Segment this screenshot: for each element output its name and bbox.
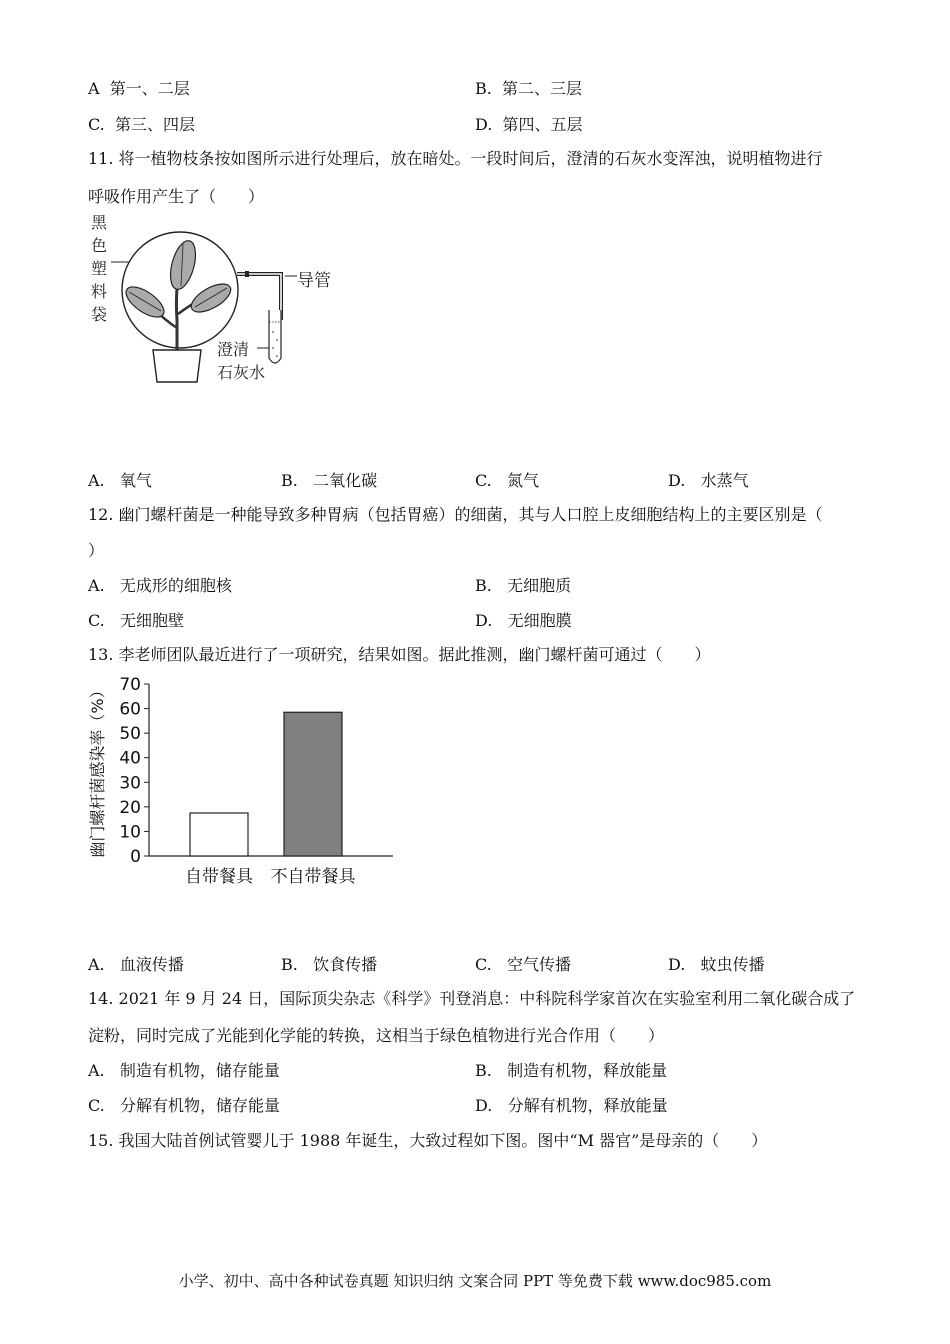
y-axis-label: 幽门螺杆菌感染率（%） [88, 682, 107, 858]
y-tick-label: 10 [119, 822, 141, 843]
bag-label-char: 袋 [91, 305, 108, 324]
y-tick-label: 0 [130, 847, 141, 867]
q11-option-a: A. 氧气 [88, 471, 152, 490]
q12-option-b: B. 无细胞质 [475, 576, 572, 595]
bar [284, 712, 342, 856]
q11-stem-line2: 呼吸作用产生了（ ） [88, 187, 265, 206]
q12-stem-line1: 12. 幽门螺杆菌是一种能导致多种胃病（包括胃癌）的细菌，其与人口腔上皮细胞结构上的主要区别是（ [88, 505, 823, 524]
y-tick-label: 60 [119, 699, 141, 720]
q14-stem-line1: 14. 2021 年 9 月 24 日，国际顶尖杂志《科学》刊登消息：中科院科学家首次在实验室利用二氧化碳合成了 [88, 989, 856, 1008]
q14-stem-line2: 淀粉，同时完成了光能到化学能的转换，这相当于绿色植物进行光合作用（ ） [88, 1026, 665, 1045]
tube-label: 导管 [297, 271, 331, 291]
q13-option-d: D. 蚊虫传播 [668, 955, 765, 974]
q12-stem-line2: ） [88, 541, 105, 560]
q10-option-d: D. 第四、五层 [475, 115, 583, 134]
q14-option-b: B. 制造有机物，释放能量 [475, 1061, 668, 1080]
y-tick-label: 20 [119, 797, 141, 818]
q11-option-b: B. 二氧化碳 [281, 471, 378, 490]
q11-option-c: C. 氮气 [475, 471, 540, 490]
q11-stem-line1: 11. 将一植物枝条按如图所示进行处理后，放在暗处。一段时间后，澄清的石灰水变浑浊，说明植物进行 [88, 149, 823, 168]
q11-option-d: D. 水蒸气 [668, 471, 749, 490]
limewater-label-2: 石灰水 [217, 363, 266, 382]
plant-experiment-figure [85, 210, 345, 390]
bag-label-char: 料 [91, 282, 108, 301]
q13-stem-line1: 13. 李老师团队最近进行了一项研究，结果如图。据此推测，幽门螺杆菌可通过（ ） [88, 645, 711, 664]
q13-option-a: A. 血液传播 [88, 955, 184, 974]
q14-option-a: A. 制造有机物，储存能量 [88, 1061, 280, 1080]
flower-pot [153, 350, 201, 382]
test-tube [269, 310, 281, 363]
x-category-label: 不自带餐具 [270, 867, 356, 887]
q10-option-b: B. 第二、三层 [475, 79, 583, 98]
infection-rate-bar-chart [85, 672, 405, 892]
q13-option-c: C. 空气传播 [475, 955, 572, 974]
q14-option-d: D. 分解有机物，释放能量 [475, 1096, 668, 1115]
y-tick-label: 40 [119, 748, 141, 769]
y-tick-label: 50 [119, 724, 141, 745]
y-tick-label: 30 [119, 773, 141, 794]
q10-option-a: A 第一、二层 [88, 79, 190, 98]
q12-option-c: C. 无细胞壁 [88, 611, 185, 630]
q13-option-b: B. 饮食传播 [281, 955, 378, 974]
bag-label-char: 黑 [91, 213, 108, 232]
y-tick-label: 70 [119, 675, 141, 695]
bag-label [91, 213, 108, 324]
bag-label-char: 色 [91, 236, 108, 255]
q12-option-d: D. 无细胞膜 [475, 611, 572, 630]
bar [190, 813, 248, 856]
limewater-label-1: 澄清 [217, 340, 250, 359]
x-category-label: 自带餐具 [185, 867, 253, 887]
q12-option-a: A. 无成形的细胞核 [88, 576, 232, 595]
q10-option-c: C. 第三、四层 [88, 115, 195, 134]
bag-label-char: 塑 [91, 259, 108, 278]
page-footer: 小学、初中、高中各种试卷真题 知识归纳 文案合同 PPT 等免费下载 www.doc985.com [178, 1272, 772, 1290]
q15-stem-line1: 15. 我国大陆首例试管婴儿于 1988 年诞生，大致过程如下图。图中“M 器官”是母亲的（ ） [88, 1131, 768, 1150]
q14-option-c: C. 分解有机物，储存能量 [88, 1096, 281, 1115]
